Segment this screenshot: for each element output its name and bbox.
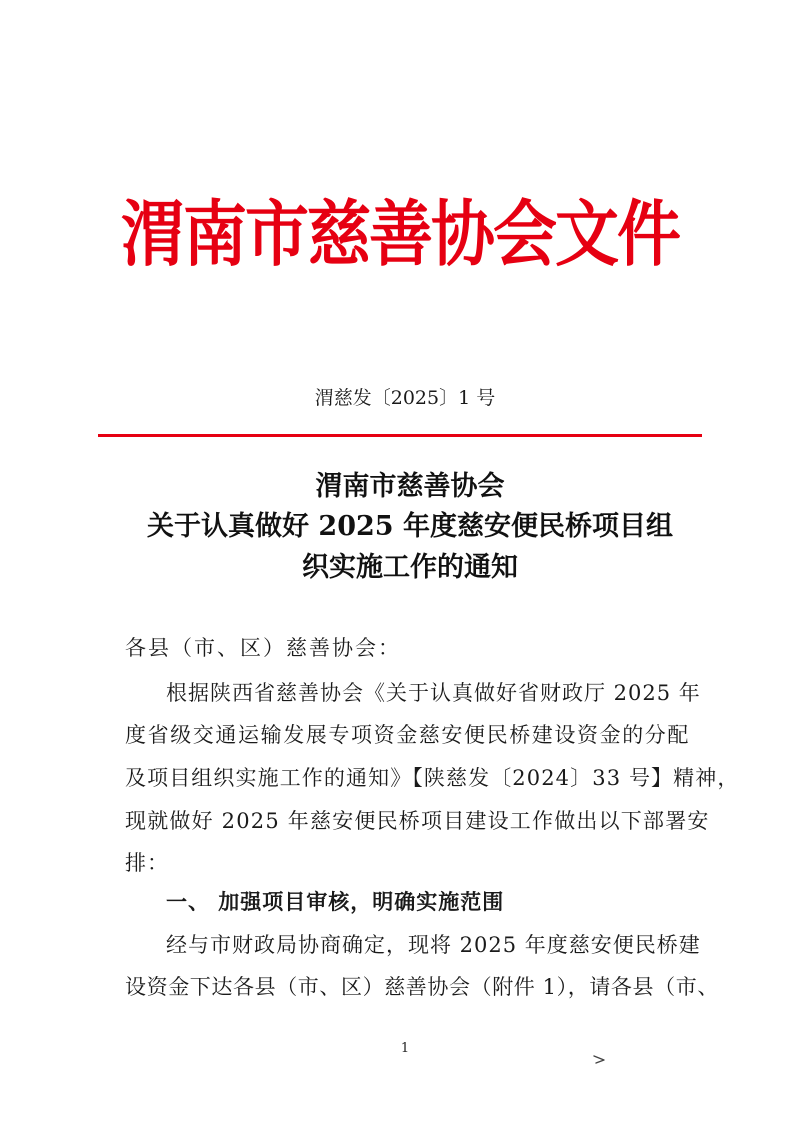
- salutation: 各县（市、区）慈善协会：: [125, 636, 401, 660]
- document-number: 渭慈发〔2025〕1 号: [314, 387, 496, 409]
- notice-title-line-2: 关于认真做好 2025 年度慈安便民桥项目组: [147, 511, 673, 542]
- body-paragraph-line: 度省级交通运输发展专项资金慈安便民桥建设资金的分配: [125, 723, 690, 747]
- notice-title-line-1: 渭南市慈善协会: [315, 471, 505, 502]
- masthead-title: 渭南市慈善协会文件: [121, 192, 679, 277]
- page-number: 1: [400, 1041, 410, 1056]
- body-paragraph-line: 现就做好 2025 年慈安便民桥项目建设工作做出以下部署安: [125, 809, 710, 833]
- body-paragraph-line: 排：: [125, 851, 169, 875]
- body-paragraph-line: 根据陕西省慈善协会《关于认真做好省财政厅 2025 年: [166, 681, 701, 705]
- section-heading-1: 一、 加强项目审核，明确实施范围: [166, 889, 505, 914]
- section-1-paragraph-line: 设资金下达各县（市、区）慈善协会（附件 1），请各县（市、: [125, 975, 719, 999]
- red-divider-line: [98, 434, 702, 437]
- scan-artifact-mark: [592, 1052, 612, 1066]
- section-1-paragraph-line: 经与市财政局协商确定，现将 2025 年度慈安便民桥建: [166, 933, 701, 957]
- notice-title-line-3: 织实施工作的通知: [302, 552, 518, 583]
- body-paragraph-line: 及项目组织实施工作的通知》【陕慈发〔2024〕33 号】精神，: [125, 766, 740, 790]
